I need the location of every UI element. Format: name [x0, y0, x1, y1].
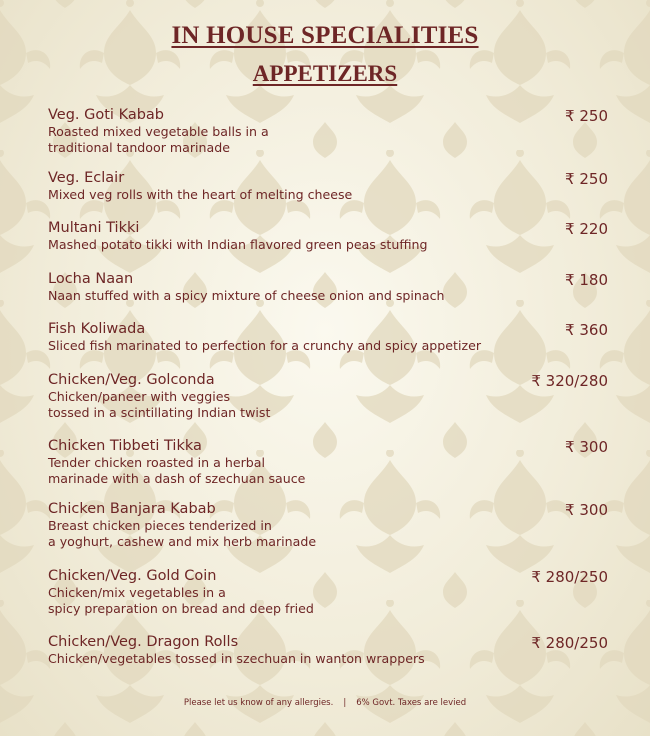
menu-item: [48, 372, 608, 421]
item-price: ₹ 360: [565, 321, 608, 339]
item-name: Chicken/Veg. Golconda: [48, 372, 215, 388]
menu-item: [48, 634, 608, 667]
item-price: ₹ 250: [565, 107, 608, 125]
item-price: ₹ 180: [565, 271, 608, 289]
menu-item: [48, 271, 608, 304]
item-price: ₹ 320/280: [531, 372, 608, 390]
allergy-note: Please let us know of any allergies.: [183, 698, 334, 708]
menu-footer: [0, 698, 650, 708]
item-name: Chicken Banjara Kabab: [48, 501, 216, 517]
item-description: Roasted mixed vegetable balls in a traditional tandoor marinade: [48, 124, 269, 155]
menu-item: [48, 568, 608, 617]
item-description: Mixed veg rolls with the heart of melting cheese: [48, 187, 353, 202]
item-name: Chicken/Veg. Gold Coin: [48, 568, 217, 584]
item-price: ₹ 300: [565, 438, 608, 456]
item-description: Chicken/vegetables tossed in szechuan in wanton wrappers: [48, 651, 425, 666]
section-heading-appetizers: APPETIZERS: [252, 61, 398, 86]
menu-item: [48, 321, 608, 354]
item-price: ₹ 280/250: [531, 568, 608, 586]
item-description: Tender chicken roasted in a herbal marinade with a dash of szechuan sauce: [48, 455, 306, 486]
menu-item: [48, 107, 608, 156]
item-description: Chicken/paneer with veggies tossed in a scintillating Indian twist: [48, 389, 271, 420]
item-name: Chicken/Veg. Dragon Rolls: [48, 634, 239, 650]
item-name: Veg. Goti Kabab: [48, 107, 164, 123]
item-name: Veg. Eclair: [48, 170, 125, 186]
menu-item: [48, 438, 608, 487]
item-price: ₹ 220: [565, 220, 608, 238]
item-description: Chicken/mix vegetables in a spicy preparation on bread and deep fried: [48, 585, 314, 616]
menu-item: [48, 220, 608, 253]
menu-item: [48, 501, 608, 550]
tax-note: 6% Govt. Taxes are levied: [356, 698, 467, 708]
menu-item: [48, 170, 608, 203]
item-description: Naan stuffed with a spicy mixture of cheese onion and spinach: [48, 288, 445, 303]
footer-divider: |: [343, 698, 347, 708]
item-price: ₹ 300: [565, 501, 608, 519]
item-description: Mashed potato tikki with Indian flavored green peas stuffing: [48, 237, 428, 252]
item-description: Breast chicken pieces tenderized in a yoghurt, cashew and mix herb marinade: [48, 518, 317, 549]
menu-heading: IN HOUSE SPECIALITIES: [171, 22, 479, 49]
item-name: Chicken Tibbeti Tikka: [48, 438, 202, 454]
item-price: ₹ 280/250: [531, 634, 608, 652]
item-price: ₹ 250: [565, 170, 608, 188]
item-name: Fish Koliwada: [48, 321, 146, 337]
item-description: Sliced fish marinated to perfection for a crunchy and spicy appetizer: [48, 338, 482, 353]
item-name: Locha Naan: [48, 271, 134, 287]
item-name: Multani Tikki: [48, 220, 140, 236]
